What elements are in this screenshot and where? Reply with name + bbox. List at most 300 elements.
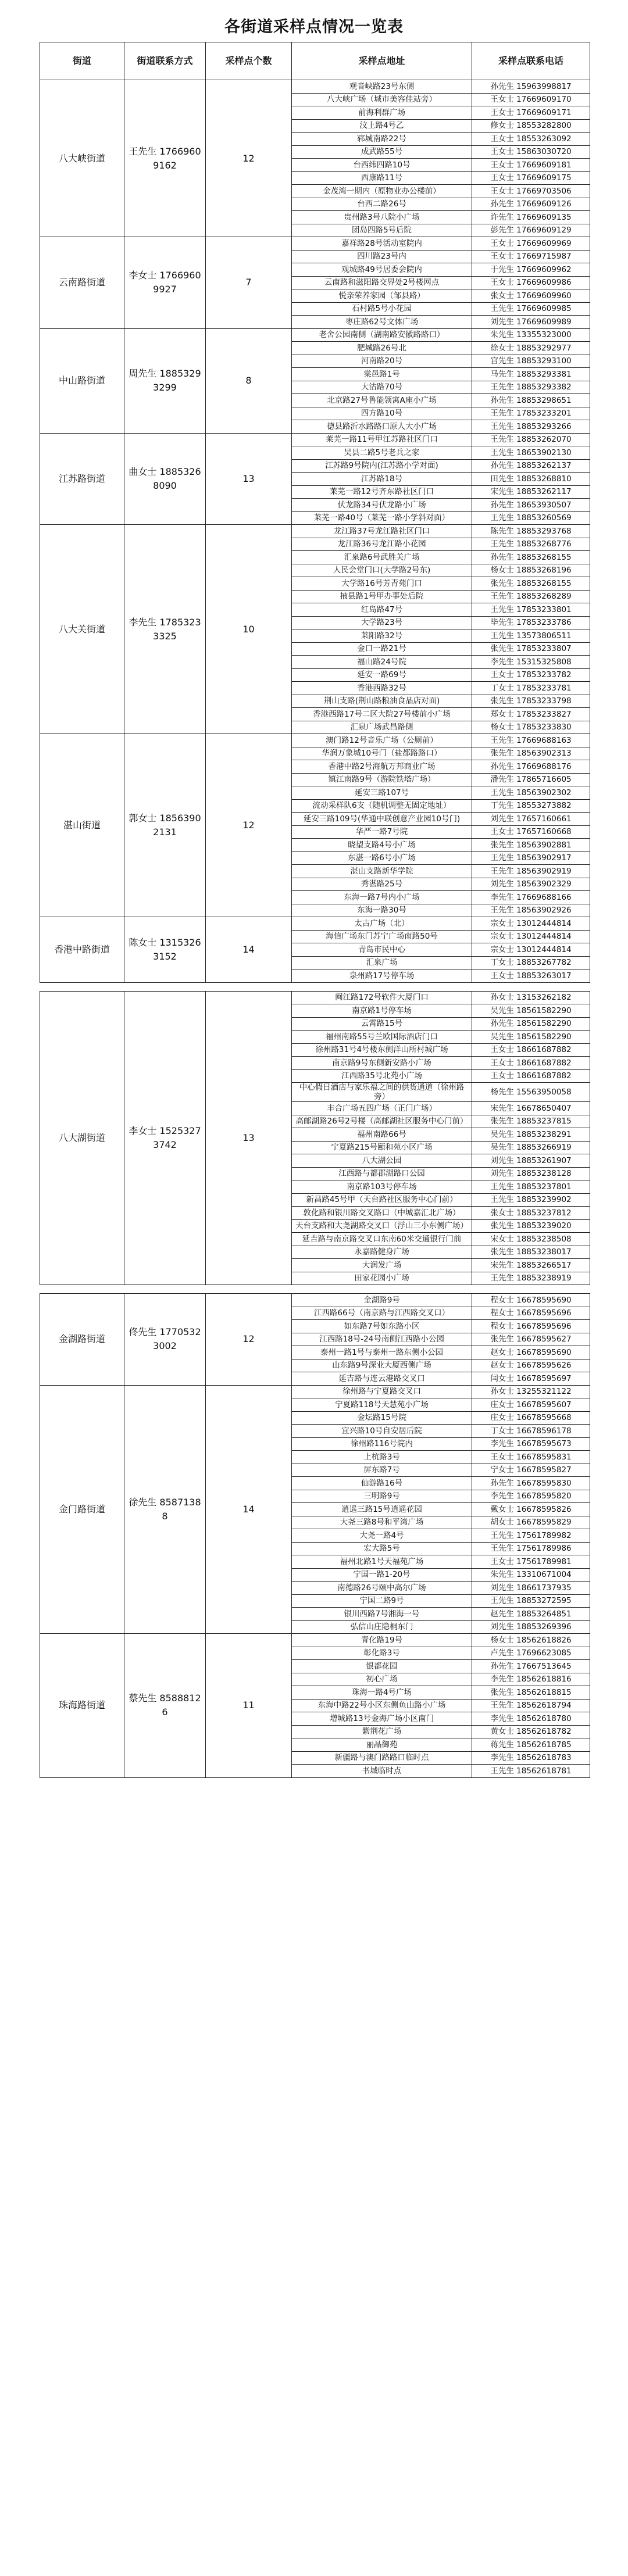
site-phone: 王先生 18853262070 bbox=[472, 433, 590, 446]
site-phone: 张先生 18853239020 bbox=[472, 1219, 590, 1233]
site-address: 屏东路7号 bbox=[292, 1464, 472, 1477]
site-address: 东海一路30号 bbox=[292, 904, 472, 917]
site-phone: 王女士 17669609171 bbox=[472, 106, 590, 120]
site-address: 云霄路15号 bbox=[292, 1017, 472, 1031]
site-phone: 王女士 17669609969 bbox=[472, 237, 590, 251]
site-phone: 吴先生 18561582290 bbox=[472, 1004, 590, 1018]
site-phone: 于先生 17669609962 bbox=[472, 263, 590, 277]
site-address: 青岛市民中心 bbox=[292, 943, 472, 957]
site-address: 嘉祥路28号活动室院内 bbox=[292, 237, 472, 251]
site-address: 汇泉路6号武胜关广场 bbox=[292, 551, 472, 564]
site-address: 江苏路18号 bbox=[292, 473, 472, 486]
site-phone: 李先生 18562618783 bbox=[472, 1751, 590, 1765]
count-cell: 8 bbox=[206, 328, 292, 433]
site-address: 彰化路3号 bbox=[292, 1647, 472, 1660]
site-address: 红岛路47号 bbox=[292, 603, 472, 617]
header-contact: 街道联系方式 bbox=[124, 42, 206, 80]
site-phone: 宫先生 18853293100 bbox=[472, 355, 590, 368]
section-gap-cell bbox=[40, 982, 590, 991]
site-address: 肥城路26号北 bbox=[292, 342, 472, 355]
count-cell: 7 bbox=[206, 237, 292, 329]
site-phone: 胡女士 16678595829 bbox=[472, 1516, 590, 1529]
site-address: 如东路7号如东路小区 bbox=[292, 1320, 472, 1333]
site-address: 大学路23号 bbox=[292, 616, 472, 629]
site-address: 大尧一路4号 bbox=[292, 1529, 472, 1543]
site-phone: 王先生 18563902919 bbox=[472, 865, 590, 878]
site-phone: 刘先生 18853261907 bbox=[472, 1154, 590, 1168]
site-address: 香港西路17号二区大院27号楼前小广场 bbox=[292, 708, 472, 721]
site-address: 东湛一路6号小广场 bbox=[292, 851, 472, 865]
site-phone: 王女士 17669703506 bbox=[472, 185, 590, 198]
site-phone: 李先生 17669688166 bbox=[472, 891, 590, 904]
site-phone: 刘先生 17669609989 bbox=[472, 316, 590, 329]
site-phone: 刘先生 18853238128 bbox=[472, 1167, 590, 1180]
site-address: 东海中路22号小区东侧鱼山路小广场 bbox=[292, 1699, 472, 1712]
street-cell: 香港中路街道 bbox=[40, 917, 124, 983]
street-cell: 湛山街道 bbox=[40, 734, 124, 917]
site-phone: 王先生 18562618794 bbox=[472, 1699, 590, 1712]
site-phone: 王先生 17669688163 bbox=[472, 734, 590, 747]
site-address: 香港中路2号海航万邦商业广场 bbox=[292, 760, 472, 774]
table-row bbox=[40, 80, 590, 94]
site-phone: 王女士 18661687882 bbox=[472, 1069, 590, 1083]
site-phone: 张先生 16678595627 bbox=[472, 1333, 590, 1346]
site-address: 贵州路3号八院小广场 bbox=[292, 211, 472, 224]
site-phone: 李先生 16678595820 bbox=[472, 1490, 590, 1503]
site-address: 江西路35号北苑小广场 bbox=[292, 1069, 472, 1083]
table-row bbox=[40, 1385, 590, 1398]
site-address: 泉州路17号停车场 bbox=[292, 969, 472, 983]
table-row bbox=[40, 328, 590, 342]
site-phone: 杨女士 18562618826 bbox=[472, 1634, 590, 1647]
site-address: 仙游路16号 bbox=[292, 1477, 472, 1490]
site-address: 福州南路66号 bbox=[292, 1128, 472, 1142]
site-phone: 王先生 18562618781 bbox=[472, 1765, 590, 1778]
site-address: 荆山支路(荆山路粮油食品店对面) bbox=[292, 695, 472, 708]
site-phone: 王女士 17669609986 bbox=[472, 276, 590, 289]
site-address: 成武路55号 bbox=[292, 145, 472, 159]
site-address: 龙江路37号龙江路社区门口 bbox=[292, 525, 472, 538]
site-phone: 王先生 18853272595 bbox=[472, 1594, 590, 1608]
site-address: 南京路103号停车场 bbox=[292, 1180, 472, 1194]
site-phone: 王女士 17561789981 bbox=[472, 1555, 590, 1569]
site-phone: 孙女士 13153262182 bbox=[472, 991, 590, 1004]
site-phone: 宋女士 18853238508 bbox=[472, 1233, 590, 1246]
site-address: 莱芜一路40号（莱芜一路小学斜对面） bbox=[292, 511, 472, 525]
site-phone: 李先生 15315325808 bbox=[472, 656, 590, 669]
site-address: 龙江路36号龙江路小花园 bbox=[292, 538, 472, 551]
site-phone: 张先生 18562618815 bbox=[472, 1686, 590, 1700]
count-cell: 10 bbox=[206, 525, 292, 734]
site-phone: 刘先生 17657160661 bbox=[472, 813, 590, 826]
site-address: 新昌路45号甲（天台路社区服务中心门前） bbox=[292, 1193, 472, 1207]
site-phone: 丁先生 18553273882 bbox=[472, 799, 590, 813]
contact-cell: 曲女士 18853268090 bbox=[124, 433, 206, 525]
site-address: 福山路24号院 bbox=[292, 656, 472, 669]
site-address: 西康路11号 bbox=[292, 171, 472, 185]
site-phone: 王女士 17853233782 bbox=[472, 668, 590, 682]
street-cell: 金湖路街道 bbox=[40, 1294, 124, 1386]
site-address: 前海利群广场 bbox=[292, 106, 472, 120]
site-address: 珠海一路4号广场 bbox=[292, 1686, 472, 1700]
site-address: 莱阳路32号 bbox=[292, 629, 472, 643]
site-phone: 程女士 16678595696 bbox=[472, 1307, 590, 1320]
site-phone: 张先生 18853238017 bbox=[472, 1246, 590, 1259]
table-row bbox=[40, 991, 590, 1004]
site-address: 徐州路31号4号楼东侧洋山所村城广场 bbox=[292, 1043, 472, 1057]
site-phone: 程女士 16678595696 bbox=[472, 1320, 590, 1333]
site-address: 台西纬四路10号 bbox=[292, 159, 472, 172]
site-phone: 王先生 18563902917 bbox=[472, 851, 590, 865]
site-address: 逍遥三路15号逍遥花园 bbox=[292, 1503, 472, 1516]
site-phone: 马先生 18853293381 bbox=[472, 368, 590, 381]
site-phone: 蒋先生 18562618785 bbox=[472, 1738, 590, 1752]
site-address: 湛山支路新华学院 bbox=[292, 865, 472, 878]
site-phone: 王女士 17669715987 bbox=[472, 250, 590, 263]
site-address: 悦亲荣养家园（邹县路） bbox=[292, 289, 472, 303]
site-phone: 王先生 18653902130 bbox=[472, 446, 590, 460]
site-address: 云南路和滋阳路交界处2号楼网点 bbox=[292, 276, 472, 289]
site-phone: 李先生 16678595673 bbox=[472, 1437, 590, 1451]
site-address: 团岛四路5号后院 bbox=[292, 224, 472, 237]
site-address: 延安一路69号 bbox=[292, 668, 472, 682]
site-phone: 黄女士 18562618782 bbox=[472, 1725, 590, 1738]
site-phone: 张女士 17669609960 bbox=[472, 289, 590, 303]
site-address: 河南路20号 bbox=[292, 355, 472, 368]
site-phone: 王先生 18563902926 bbox=[472, 904, 590, 917]
site-address: 观城路49号居委会院内 bbox=[292, 263, 472, 277]
site-address: 高邮湖路26号2号楼（高邮湖社区服务中心门前） bbox=[292, 1115, 472, 1128]
site-phone: 毕先生 17853233786 bbox=[472, 616, 590, 629]
site-phone: 王女士 18661687882 bbox=[472, 1057, 590, 1070]
site-phone: 王先生 17561789982 bbox=[472, 1529, 590, 1543]
site-address: 金坛路15号院 bbox=[292, 1411, 472, 1425]
table-row bbox=[40, 917, 590, 931]
site-address: 天台支路和大尧湖路交叉口（浮山三小东侧广场） bbox=[292, 1219, 472, 1233]
site-phone: 宗女士 13012444814 bbox=[472, 917, 590, 931]
site-address: 观音峡路23号东侧 bbox=[292, 80, 472, 94]
site-phone: 王先生 18853268776 bbox=[472, 538, 590, 551]
site-phone: 王女士 18661687882 bbox=[472, 1043, 590, 1057]
site-phone: 王女士 18553263092 bbox=[472, 133, 590, 146]
site-phone: 王女士 18853263017 bbox=[472, 969, 590, 983]
site-address: 江西路18号-24号南侧江西路小公园 bbox=[292, 1333, 472, 1346]
site-address: 南京路1号停车场 bbox=[292, 1004, 472, 1018]
site-phone: 潘先生 17865716605 bbox=[472, 773, 590, 786]
site-phone: 孙先生 15963998817 bbox=[472, 80, 590, 94]
street-cell: 八大峡街道 bbox=[40, 80, 124, 237]
site-phone: 孙先生 18853298651 bbox=[472, 394, 590, 407]
site-phone: 程女士 16678595690 bbox=[472, 1294, 590, 1307]
site-phone: 张先生 17853233807 bbox=[472, 642, 590, 656]
site-phone: 王先生 18853238919 bbox=[472, 1272, 590, 1285]
site-phone: 闫女士 16678595697 bbox=[472, 1372, 590, 1386]
site-address: 莱芜一路12号齐东路社区门口 bbox=[292, 485, 472, 499]
site-phone: 陈先生 18853293768 bbox=[472, 525, 590, 538]
site-phone: 戴女士 16678595826 bbox=[472, 1503, 590, 1516]
site-address: 永嘉路健身广场 bbox=[292, 1246, 472, 1259]
site-address: 江西路66号（南京路与江西路交叉口） bbox=[292, 1307, 472, 1320]
site-address: 枣庄路62号文体广场 bbox=[292, 316, 472, 329]
site-phone: 杨女士 18853268196 bbox=[472, 564, 590, 577]
site-phone: 赵女士 16678595690 bbox=[472, 1346, 590, 1359]
site-phone: 刘先生 18563902329 bbox=[472, 878, 590, 891]
site-phone: 孙先生 18561582290 bbox=[472, 1017, 590, 1031]
site-phone: 张先生 18563902313 bbox=[472, 747, 590, 760]
site-phone: 修女士 18553282800 bbox=[472, 119, 590, 133]
site-phone: 王先生 18853237801 bbox=[472, 1180, 590, 1194]
site-address: 初心广场 bbox=[292, 1673, 472, 1686]
site-address: 青化路19号 bbox=[292, 1634, 472, 1647]
site-phone: 王先生 17561789986 bbox=[472, 1542, 590, 1555]
site-address: 吴县二路5号老兵之家 bbox=[292, 446, 472, 460]
site-phone: 卢先生 17696623085 bbox=[472, 1647, 590, 1660]
site-phone: 田先生 18853268810 bbox=[472, 473, 590, 486]
site-phone: 许先生 17669609135 bbox=[472, 211, 590, 224]
section-gap-cell bbox=[40, 1285, 590, 1294]
site-address: 大润发广场 bbox=[292, 1259, 472, 1272]
site-address: 福州南路55号兰欧国际酒店门口 bbox=[292, 1031, 472, 1044]
site-address: 华严一路7号院 bbox=[292, 825, 472, 839]
count-cell: 13 bbox=[206, 991, 292, 1285]
site-phone: 宁女士 16678595827 bbox=[472, 1464, 590, 1477]
contact-cell: 王先生 17669609162 bbox=[124, 80, 206, 237]
header-row bbox=[40, 42, 590, 80]
site-address: 丰合广场五四广场（正门广场） bbox=[292, 1102, 472, 1115]
site-phone: 孙先生 18853268155 bbox=[472, 551, 590, 564]
site-address: 南德路26号颐中高尔广场 bbox=[292, 1582, 472, 1595]
site-address: 银川西路7号湘海一号 bbox=[292, 1608, 472, 1621]
site-address: 江西路与都郡湖路口公园 bbox=[292, 1167, 472, 1180]
site-phone: 孙先生 17667513645 bbox=[472, 1660, 590, 1673]
site-phone: 宋先生 16678650407 bbox=[472, 1102, 590, 1115]
table-row bbox=[40, 525, 590, 538]
site-address: 江苏路9号院内(江苏路小学对面) bbox=[292, 459, 472, 473]
site-address: 郓城南路22号 bbox=[292, 133, 472, 146]
site-phone: 张先生 17853233798 bbox=[472, 695, 590, 708]
site-phone: 王先生 18853239902 bbox=[472, 1193, 590, 1207]
site-address: 南京路9号东侧新安路小广场 bbox=[292, 1057, 472, 1070]
site-address: 金茂湾一期内（原物业办公楼前） bbox=[292, 185, 472, 198]
site-address: 太古广场（北） bbox=[292, 917, 472, 931]
street-cell: 金门路街道 bbox=[40, 1385, 124, 1634]
site-phone: 王女士 17669609170 bbox=[472, 93, 590, 106]
site-address: 德县路沂水路路口原人大小广场 bbox=[292, 420, 472, 434]
site-address: 延安三路109号(华通中联创意产业园10号门) bbox=[292, 813, 472, 826]
site-address: 泰州一路1号与泰州一路东侧小公园 bbox=[292, 1346, 472, 1359]
count-cell: 12 bbox=[206, 734, 292, 917]
site-phone: 刘先生 18853269396 bbox=[472, 1620, 590, 1634]
site-address: 田家花园小广场 bbox=[292, 1272, 472, 1285]
site-address: 徐州路与宁夏路交叉口 bbox=[292, 1385, 472, 1398]
site-address: 莱芜一路11号甲江苏路社区门口 bbox=[292, 433, 472, 446]
site-address: 台西二路26号 bbox=[292, 198, 472, 211]
site-phone: 宗女士 13012444814 bbox=[472, 930, 590, 943]
site-address: 宁国一路1-20号 bbox=[292, 1568, 472, 1582]
site-phone: 王先生 18853293266 bbox=[472, 420, 590, 434]
site-phone: 郑女士 17853233827 bbox=[472, 708, 590, 721]
site-phone: 彭先生 17669609129 bbox=[472, 224, 590, 237]
site-phone: 朱先生 13310671004 bbox=[472, 1568, 590, 1582]
site-phone: 王先生 18853268289 bbox=[472, 590, 590, 603]
site-address: 人民会堂门口(大学路2号东) bbox=[292, 564, 472, 577]
site-phone: 李先生 18562618780 bbox=[472, 1712, 590, 1726]
site-address: 宏大路5号 bbox=[292, 1542, 472, 1555]
count-cell: 14 bbox=[206, 1385, 292, 1634]
site-address: 中心假日酒店与家乐福之间的供货通道（徐州路旁） bbox=[292, 1083, 472, 1102]
contact-cell: 蔡先生 85888126 bbox=[124, 1634, 206, 1778]
site-address: 延吉路与南京路交叉口东南60米交通银行门前 bbox=[292, 1233, 472, 1246]
site-phone: 丁女士 17853233781 bbox=[472, 682, 590, 695]
site-address: 三明路9号 bbox=[292, 1490, 472, 1503]
site-phone: 庄女士 16678595668 bbox=[472, 1411, 590, 1425]
table-body bbox=[40, 80, 590, 1778]
site-phone: 庄女士 16678595607 bbox=[472, 1398, 590, 1412]
site-address: 敦化路和银川路交叉路口（中城嘉汇北广场） bbox=[292, 1207, 472, 1220]
street-cell: 云南路街道 bbox=[40, 237, 124, 329]
street-cell: 珠海路街道 bbox=[40, 1634, 124, 1778]
contact-cell: 周先生 18853293299 bbox=[124, 328, 206, 433]
site-address: 徐州路116号院内 bbox=[292, 1437, 472, 1451]
site-address: 书城临时点 bbox=[292, 1765, 472, 1778]
site-phone: 王先生 17853233801 bbox=[472, 603, 590, 617]
count-cell: 11 bbox=[206, 1634, 292, 1778]
site-address: 八大湖公园 bbox=[292, 1154, 472, 1168]
table-row bbox=[40, 734, 590, 747]
site-address: 大沽路70号 bbox=[292, 381, 472, 394]
site-address: 延安三路107号 bbox=[292, 786, 472, 800]
header-address: 采样点地址 bbox=[292, 42, 472, 80]
site-phone: 朱先生 13355323000 bbox=[472, 328, 590, 342]
site-address: 四川路23号内 bbox=[292, 250, 472, 263]
site-address: 汶上路4号乙 bbox=[292, 119, 472, 133]
site-address: 香港西路32号 bbox=[292, 682, 472, 695]
site-address: 镇江南路9号（游院铁塔广场） bbox=[292, 773, 472, 786]
header-street: 街道 bbox=[40, 42, 124, 80]
site-address: 紫荆花广场 bbox=[292, 1725, 472, 1738]
site-address: 汇泉广场武昌路侧 bbox=[292, 721, 472, 734]
site-phone: 孙先生 17669609126 bbox=[472, 198, 590, 211]
site-address: 晓望支路4号小广场 bbox=[292, 839, 472, 852]
table-row bbox=[40, 433, 590, 446]
site-address: 石村路5号小花园 bbox=[292, 302, 472, 316]
site-phone: 孙女士 13255321122 bbox=[472, 1385, 590, 1398]
site-address: 宁国二路9号 bbox=[292, 1594, 472, 1608]
contact-cell: 李先生 17853233325 bbox=[124, 525, 206, 734]
site-address: 闽江路172号软件大厦门口 bbox=[292, 991, 472, 1004]
site-phone: 宋先生 18853266517 bbox=[472, 1259, 590, 1272]
site-address: 上杭路3号 bbox=[292, 1451, 472, 1464]
site-phone: 张女士 18853237812 bbox=[472, 1207, 590, 1220]
site-phone: 杨女士 17853233830 bbox=[472, 721, 590, 734]
header-count: 采样点个数 bbox=[206, 42, 292, 80]
site-address: 东海一路7号内小广场 bbox=[292, 891, 472, 904]
count-cell: 14 bbox=[206, 917, 292, 983]
site-phone: 吴先生 18561582290 bbox=[472, 1031, 590, 1044]
site-phone: 王先生 17853233201 bbox=[472, 407, 590, 420]
section-gap bbox=[40, 1285, 590, 1294]
site-address: 弘信山庄隐桐东门 bbox=[292, 1620, 472, 1634]
site-phone: 张先生 18853237815 bbox=[472, 1115, 590, 1128]
contact-cell: 李女士 15253273742 bbox=[124, 991, 206, 1285]
site-phone: 王先生 17669609985 bbox=[472, 302, 590, 316]
site-address: 澳门路12号音乐广场（公厕前） bbox=[292, 734, 472, 747]
count-cell: 13 bbox=[206, 433, 292, 525]
site-address: 金口一路21号 bbox=[292, 642, 472, 656]
site-phone: 丁女士 18853267782 bbox=[472, 956, 590, 969]
site-address: 增城路13号金海广场小区南门 bbox=[292, 1712, 472, 1726]
site-phone: 宗女士 13012444814 bbox=[472, 943, 590, 957]
site-phone: 王先生 18853260569 bbox=[472, 511, 590, 525]
site-phone: 张先生 18563902881 bbox=[472, 839, 590, 852]
site-phone: 赵女士 16678595626 bbox=[472, 1359, 590, 1372]
site-phone: 李先生 18562618816 bbox=[472, 1673, 590, 1686]
site-phone: 刘先生 18661737935 bbox=[472, 1582, 590, 1595]
site-address: 银都花园 bbox=[292, 1660, 472, 1673]
site-address: 老舍公园南侧（湖南路安徽路路口） bbox=[292, 328, 472, 342]
site-address: 宁夏路215号颐和苑小区广场 bbox=[292, 1141, 472, 1154]
site-address: 棠邑路1号 bbox=[292, 368, 472, 381]
site-address: 四方路10号 bbox=[292, 407, 472, 420]
site-phone: 王先生 18853293382 bbox=[472, 381, 590, 394]
site-address: 大尧三路8号和平湾广场 bbox=[292, 1516, 472, 1529]
contact-cell: 佟先生 17705323002 bbox=[124, 1294, 206, 1386]
site-phone: 王女士 16678595831 bbox=[472, 1451, 590, 1464]
table-row bbox=[40, 1294, 590, 1307]
street-cell: 中山路街道 bbox=[40, 328, 124, 433]
site-phone: 吴先生 18853266919 bbox=[472, 1141, 590, 1154]
street-cell: 八大湖街道 bbox=[40, 991, 124, 1285]
site-phone: 王女士 15863030720 bbox=[472, 145, 590, 159]
contact-cell: 陈女士 13153263152 bbox=[124, 917, 206, 983]
site-phone: 丁女士 16678596178 bbox=[472, 1425, 590, 1438]
site-phone: 王女士 17669609175 bbox=[472, 171, 590, 185]
site-phone: 吴先生 18853238291 bbox=[472, 1128, 590, 1142]
site-phone: 王先生 18563902302 bbox=[472, 786, 590, 800]
site-address: 八大峡广场（城市美容佳站旁） bbox=[292, 93, 472, 106]
street-cell: 江苏路街道 bbox=[40, 433, 124, 525]
contact-cell: 徐先生 85871388 bbox=[124, 1385, 206, 1634]
site-address: 延吉路与连云港路交叉口 bbox=[292, 1372, 472, 1386]
site-phone: 张先生 18853268155 bbox=[472, 577, 590, 591]
site-address: 汇泉广场 bbox=[292, 956, 472, 969]
site-address: 掖县路1号甲办事处后院 bbox=[292, 590, 472, 603]
header-phone: 采样点联系电话 bbox=[472, 42, 590, 80]
site-address: 新疆路与澳门路路口临时点 bbox=[292, 1751, 472, 1765]
table-row bbox=[40, 1634, 590, 1647]
site-address: 华润万象城10号门（盐都路路口） bbox=[292, 747, 472, 760]
site-address: 大学路16号芳青苑门口 bbox=[292, 577, 472, 591]
site-address: 丽晶御苑 bbox=[292, 1738, 472, 1752]
site-phone: 孙先生 17669688176 bbox=[472, 760, 590, 774]
site-address: 伏龙路34号伏龙路小广场 bbox=[292, 499, 472, 512]
count-cell: 12 bbox=[206, 1294, 292, 1386]
site-phone: 杨先生 15563950058 bbox=[472, 1083, 590, 1102]
document-title: 各街道采样点情况一览表 bbox=[224, 18, 404, 36]
site-phone: 赵先生 18853264851 bbox=[472, 1608, 590, 1621]
contact-cell: 郭女士 18563902131 bbox=[124, 734, 206, 917]
site-phone: 宋先生 18853262117 bbox=[472, 485, 590, 499]
site-address: 北京路27号鲁能领寓A座小广场 bbox=[292, 394, 472, 407]
section-gap bbox=[40, 982, 590, 991]
site-address: 秀湛路25号 bbox=[292, 878, 472, 891]
site-phone: 孙先生 16678595830 bbox=[472, 1477, 590, 1490]
site-address: 海信广场东门苏宁广场南路50号 bbox=[292, 930, 472, 943]
site-phone: 徐女士 18853292977 bbox=[472, 342, 590, 355]
site-address: 金湖路9号 bbox=[292, 1294, 472, 1307]
street-cell: 八大关街道 bbox=[40, 525, 124, 734]
site-address: 福州北路1号天福苑广场 bbox=[292, 1555, 472, 1569]
